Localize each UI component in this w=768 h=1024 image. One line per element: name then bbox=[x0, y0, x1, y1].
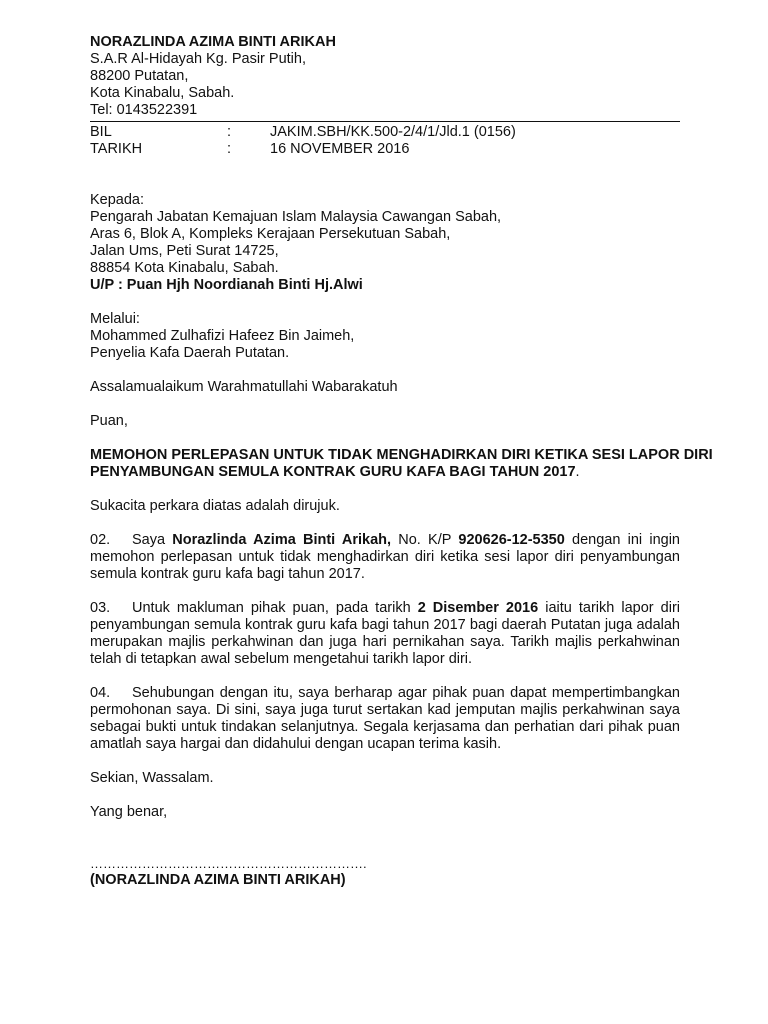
recipient-line: Pengarah Jabatan Kemajuan Islam Malaysia Cawangan Sabah, bbox=[90, 209, 502, 225]
paragraph-04 bbox=[90, 685, 680, 753]
sender-block bbox=[90, 34, 680, 119]
salutation: Puan, bbox=[90, 413, 128, 429]
paragraph-text: iaitu tarikh lapor diri penyambungan semula kontrak guru kafa bagi tahun 2017 bagi daerah Putatan juga adalah merupakan majlis perkahwinan dan juga hari pernikahan saya. Tarikh majlis perkahwinan telah di tetapkan awal sebelum mengetahui tarikh lapor diri. bbox=[90, 600, 680, 667]
recipient-heading: Kepada: bbox=[90, 192, 145, 208]
ref-bil-label: BIL bbox=[90, 124, 112, 140]
greeting: Assalamualaikum Warahmatullahi Wabarakatuh bbox=[90, 379, 398, 395]
subject bbox=[90, 447, 713, 481]
recipient-line: Jalan Ums, Peti Surat 14725, bbox=[90, 243, 279, 259]
paragraph-number: 03. bbox=[90, 600, 111, 616]
ref-tarikh-colon: : bbox=[227, 141, 232, 157]
sender-address-line: Kota Kinabalu, Sabah. bbox=[90, 85, 235, 101]
recipient-line: Aras 6, Blok A, Kompleks Kerajaan Persekutuan Sabah, bbox=[90, 226, 451, 242]
sender-address-line: 88200 Putatan, bbox=[90, 68, 189, 84]
paragraph-text: dengan ini ingin memohon perlepasan untuk tidak menghadirkan diri ketika sesi lapor diri penyambungan semula kontrak guru kafa bagi tahun 2017. bbox=[90, 532, 680, 582]
ic-number: 920626-12-5350 bbox=[458, 532, 565, 548]
subject-line-2: PENYAMBUNGAN SEMULA KONTRAK GURU KAFA BAGI TAHUN 2017 bbox=[90, 464, 576, 480]
ref-row-tarikh bbox=[90, 141, 680, 158]
event-date: 2 Disember 2016 bbox=[417, 600, 539, 616]
via-block bbox=[90, 311, 680, 362]
signoff: Yang benar, bbox=[90, 804, 168, 820]
signature-name: (NORAZLINDA AZIMA BINTI ARIKAH) bbox=[90, 872, 346, 888]
paragraph-number: 04. bbox=[90, 685, 111, 701]
applicant-name: Norazlinda Azima Binti Arikah, bbox=[172, 532, 392, 548]
subject-line-2-tail: . bbox=[575, 464, 580, 480]
recipient-line: 88854 Kota Kinabalu, Sabah. bbox=[90, 260, 279, 276]
paragraph-text: Saya bbox=[132, 532, 173, 548]
intro-text: Sukacita perkara diatas adalah dirujuk. bbox=[90, 498, 340, 514]
sender-phone: Tel: 0143522391 bbox=[90, 102, 198, 118]
recipient-block bbox=[90, 192, 680, 294]
ref-bil-colon: : bbox=[227, 124, 232, 140]
closing: Sekian, Wassalam. bbox=[90, 770, 214, 786]
paragraph-text: No. K/P bbox=[391, 532, 459, 548]
paragraph-02 bbox=[90, 532, 680, 583]
ref-tarikh-label: TARIKH bbox=[90, 141, 143, 157]
paragraph-text: Untuk makluman pihak puan, pada tarikh bbox=[132, 600, 418, 616]
sender-name: NORAZLINDA AZIMA BINTI ARIKAH bbox=[90, 34, 336, 50]
paragraph-number: 02. bbox=[90, 532, 111, 548]
ref-bil-value: JAKIM.SBH/KK.500-2/4/1/Jld.1 (0156) bbox=[270, 124, 516, 140]
via-line: Penyelia Kafa Daerah Putatan. bbox=[90, 345, 290, 361]
reference-block bbox=[90, 121, 680, 158]
subject-line-1: MEMOHON PERLEPASAN UNTUK TIDAK MENGHADIRKAN DIRI KETIKA SESI LAPOR DIRI bbox=[90, 447, 713, 463]
ref-row-bil bbox=[90, 124, 680, 141]
letter bbox=[90, 34, 713, 889]
via-heading: Melalui: bbox=[90, 311, 140, 327]
paragraph-text: Sehubungan dengan itu, saya berharap agar pihak puan dapat mempertimbangkan permohonan saya. Di sini, saya juga turut sertakan kad jemputan majlis perkahwinan saya sebagai bukti untuk tindakan selanjutnya. Segala kerjasama dan perhatian dari pihak puan amatlah saya hargai dan didahului dengan ucapan terima kasih. bbox=[90, 685, 680, 752]
via-line: Mohammed Zulhafizi Hafeez Bin Jaimeh, bbox=[90, 328, 355, 344]
ref-tarikh-value: 16 NOVEMBER 2016 bbox=[270, 141, 410, 157]
sender-address-line: S.A.R Al-Hidayah Kg. Pasir Putih, bbox=[90, 51, 306, 67]
signature-line: ………………………………………………………. bbox=[90, 856, 367, 871]
recipient-attention: U/P : Puan Hjh Noordianah Binti Hj.Alwi bbox=[90, 277, 363, 293]
paragraph-03 bbox=[90, 600, 680, 668]
